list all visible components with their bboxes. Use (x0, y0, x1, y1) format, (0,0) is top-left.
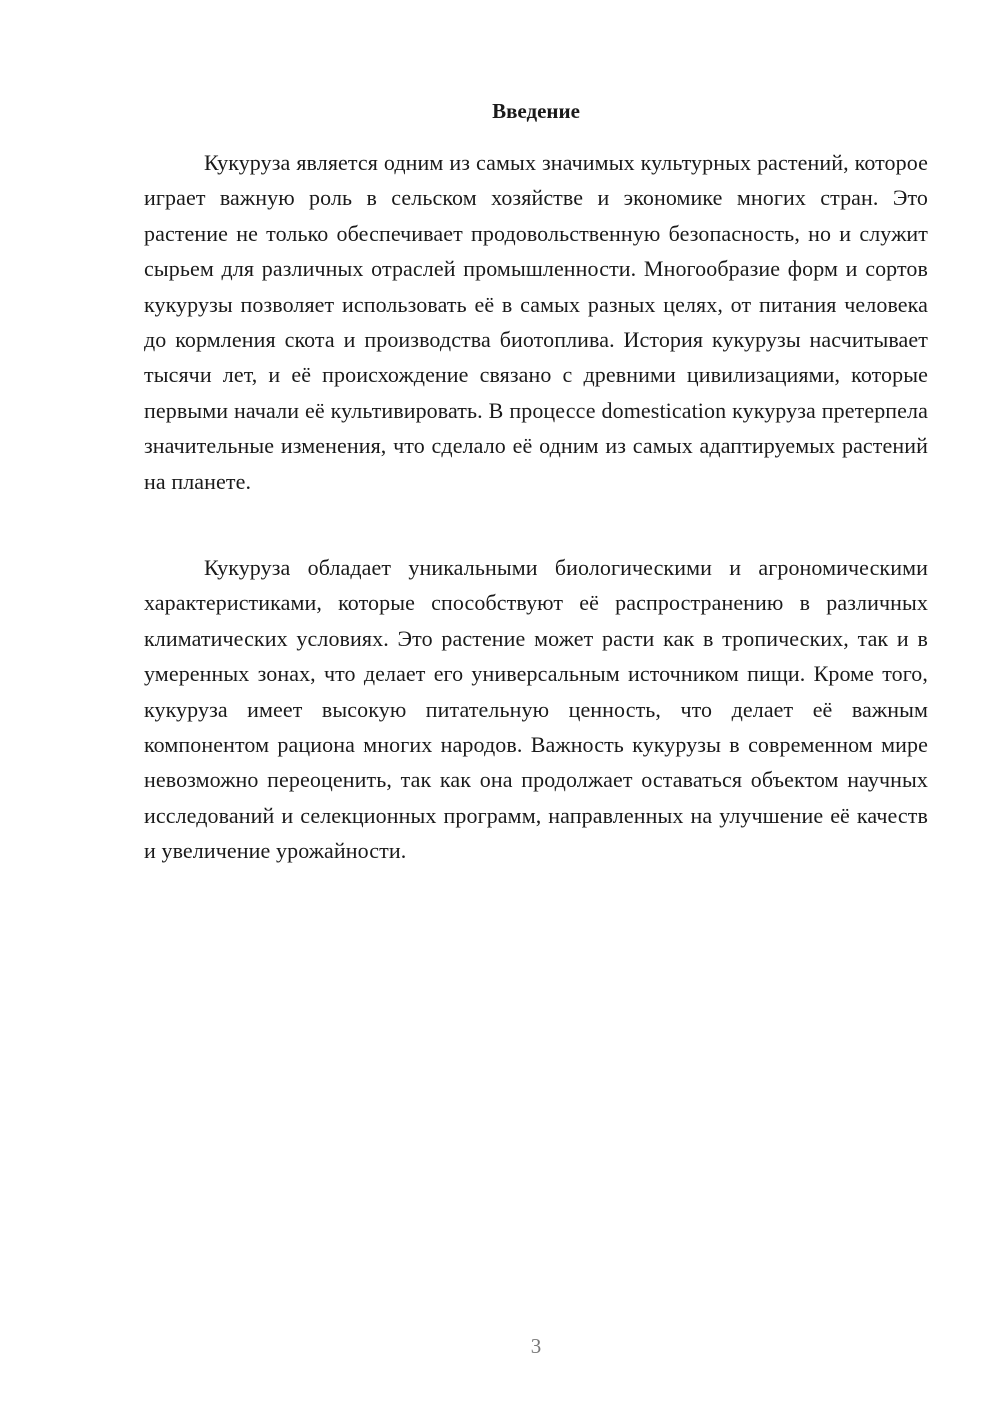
section-heading: Введение (492, 99, 580, 123)
paragraph-1: Кукуруза является одним из самых значимых культурных растений, которое играет важную роль в сельском хозяйстве и экономике многих стран. Это растение не только обеспечивает продовольственную безопасность, но и служит сырьем для различных отраслей промышленности. Многообразие форм и сортов кукурузы позволяет использовать её в самых разных целях, от питания человека до кормления скота и производства биотоплива. История кукурузы насчитывает тысячи лет, и её происхождение связано с древними цивилизациями, которые первыми начали её культивировать. В процессе domestication кукуруза претерпела значительные изменения, что сделало её одним из самых адаптируемых растений на планете. (144, 150, 928, 494)
page-number: 3 (530, 1334, 542, 1358)
paragraph-2: Кукуруза обладает уникальными биологическими и агрономическими характеристиками, которые способствуют её распространению в различных климатических условиях. Это растение может расти как в тропических, так и в умеренных зонах, что делает его универсальным источником пищи. Кроме того, кукуруза имеет высокую питательную ценность, что делает её важным компонентом рациона многих народов. Важность кукурузы в современном мире невозможно переоценить, так как она продолжает оставаться объектом научных исследований и селекционных программ, направленных на улучшение её качеств и увеличение урожайности. (144, 555, 928, 864)
